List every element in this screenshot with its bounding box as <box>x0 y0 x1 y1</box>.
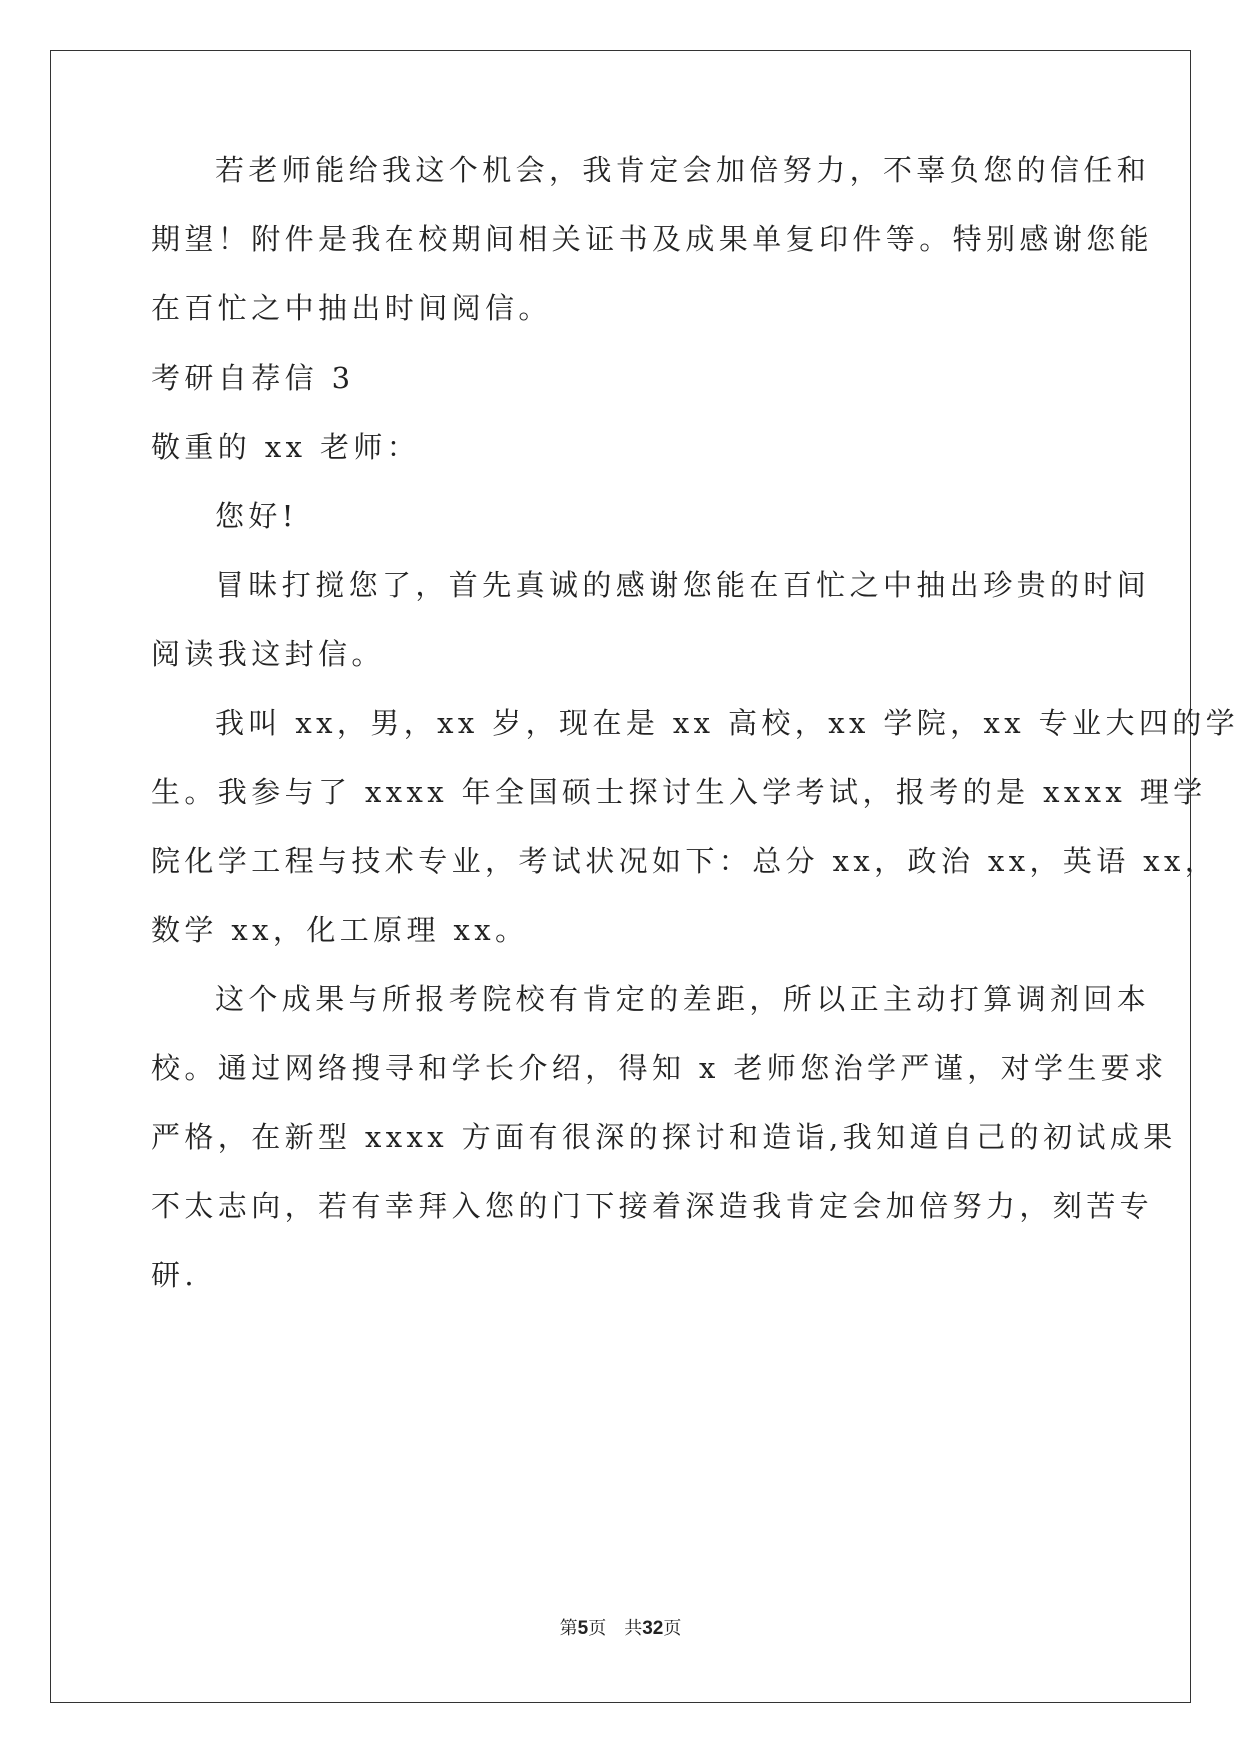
paragraph-line: 我叫 xx，男，xx 岁，现在是 xx 高校，xx 学院，xx 专业大四的学 <box>215 706 1240 740</box>
paragraph-line: 院化学工程与技术专业，考试状况如下：总分 xx，政治 xx，英语 xx， <box>151 844 1219 878</box>
paragraph-line: 冒昧打搅您了，首先真诚的感谢您能在百忙之中抽出珍贵的时间 <box>215 568 1151 602</box>
paragraph-line: 校。通过网络搜寻和学长介绍，得知 x 老师您治学严谨，对学生要求 <box>151 1051 1168 1085</box>
salutation: 敬重的 xx 老师： <box>151 430 421 464</box>
paragraph-line: 期望！附件是我在校期间相关证书及成果单复印件等。特别感谢您能 <box>151 222 1154 256</box>
page-suffix: 页 <box>663 1618 682 1639</box>
paragraph-line: 在百忙之中抽出时间阅信。 <box>151 291 552 325</box>
greeting: 您好! <box>215 499 298 533</box>
paragraph-line: 数学 xx，化工原理 xx。 <box>151 913 529 947</box>
total-page-number: 32 <box>642 1618 664 1639</box>
paragraph-line: 若老师能给我这个机会，我肯定会加倍努力，不辜负您的信任和 <box>215 153 1151 187</box>
page-footer <box>0 1617 1241 1641</box>
paragraph-line: 研. <box>151 1258 199 1292</box>
paragraph-line: 不太志向，若有幸拜入您的门下接着深造我肯定会加倍努力，刻苦专 <box>151 1189 1154 1223</box>
paragraph-line: 生。我参与了 xxxx 年全国硕士探讨生入学考试，报考的是 xxxx 理学 <box>151 775 1207 809</box>
paragraph-line: 这个成果与所报考院校有肯定的差距，所以正主动打算调剂回本 <box>215 982 1151 1016</box>
section-title: 考研自荐信 3 <box>151 361 355 395</box>
page-mid: 页 共 <box>588 1618 643 1639</box>
page-prefix: 第 <box>559 1618 578 1639</box>
paragraph-line: 严格，在新型 xxxx 方面有很深的探讨和造诣,我知道自己的初试成果 <box>151 1120 1177 1154</box>
current-page-number: 5 <box>577 1618 589 1639</box>
paragraph-line: 阅读我这封信。 <box>151 637 385 671</box>
